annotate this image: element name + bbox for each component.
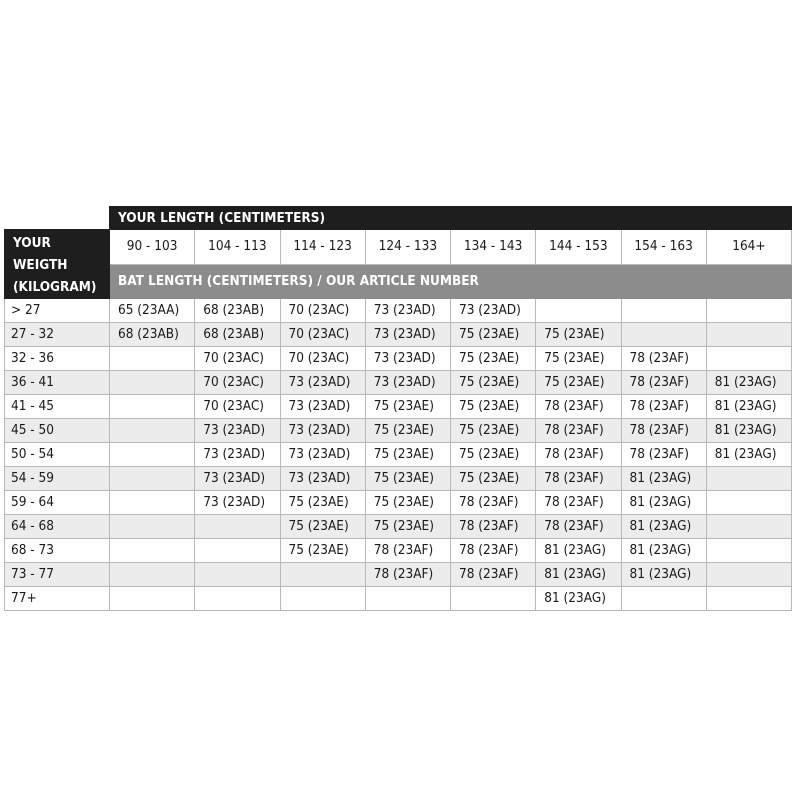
table-row [5,491,792,515]
bat-size-cell [110,371,195,395]
bat-size-cell: 75 (23AE) [536,323,621,347]
weight-cell: 27 - 32 [5,323,110,347]
bat-size-cell: 75 (23AE) [536,371,621,395]
bat-size-cell: 70 (23AC) [195,371,280,395]
bat-size-table [4,206,792,611]
bat-size-cell [706,323,791,347]
bat-size-cell [110,491,195,515]
bat-size-cell: 73 (23AD) [451,299,536,323]
table-row [5,563,792,587]
weight-cell: 50 - 54 [5,443,110,467]
weight-cell: 68 - 73 [5,539,110,563]
bat-size-cell: 75 (23AE) [365,419,450,443]
table-row [5,467,792,491]
bat-size-cell [195,563,280,587]
bat-size-cell [451,587,536,611]
weight-header [5,230,110,299]
bat-size-cell [110,443,195,467]
bat-size-cell: 73 (23AD) [280,419,365,443]
table-row [5,323,792,347]
bat-size-cell: 70 (23AC) [280,323,365,347]
bat-size-cell: 78 (23AF) [536,467,621,491]
bat-size-cell [621,299,706,323]
bat-size-cell: 68 (23AB) [195,299,280,323]
weight-cell: 77+ [5,587,110,611]
bat-size-cell: 81 (23AG) [536,587,621,611]
bat-size-cell: 81 (23AG) [621,467,706,491]
bat-size-cell [706,347,791,371]
length-column-header: 104 - 113 [195,230,280,265]
bat-size-cell: 75 (23AE) [451,443,536,467]
bat-size-cell: 73 (23AD) [280,395,365,419]
bat-size-cell: 81 (23AG) [706,419,791,443]
bat-size-cell: 75 (23AE) [280,539,365,563]
bat-size-cell: 81 (23AG) [706,443,791,467]
bat-size-cell [110,563,195,587]
weight-header-line2: (KILOGRAM) [13,279,97,295]
bat-size-cell: 75 (23AE) [365,467,450,491]
bat-size-cell: 78 (23AF) [451,491,536,515]
bat-size-cell: 81 (23AG) [706,395,791,419]
bat-size-cell [706,515,791,539]
bat-size-cell: 78 (23AF) [451,515,536,539]
bat-size-cell: 78 (23AF) [536,419,621,443]
bat-size-cell [110,539,195,563]
bat-size-cell: 73 (23AD) [195,419,280,443]
bat-size-cell: 81 (23AG) [621,491,706,515]
length-column-header: 90 - 103 [110,230,195,265]
bat-length-header: BAT LENGTH (CENTIMETERS) / OUR ARTICLE NUMBER [110,264,792,299]
weight-cell: 64 - 68 [5,515,110,539]
bat-size-cell: 78 (23AF) [451,539,536,563]
bat-size-cell: 81 (23AG) [536,563,621,587]
bat-size-cell: 75 (23AE) [280,491,365,515]
table-row [5,299,792,323]
bat-size-cell: 73 (23AD) [195,467,280,491]
bat-size-cell [280,563,365,587]
bat-size-cell [195,539,280,563]
bat-size-cell [280,587,365,611]
bat-size-cell: 73 (23AD) [195,491,280,515]
bat-size-cell: 73 (23AD) [280,371,365,395]
bat-size-cell: 81 (23AG) [621,563,706,587]
bat-size-cell: 75 (23AE) [451,347,536,371]
bat-size-cell [195,587,280,611]
bat-size-cell: 78 (23AF) [621,419,706,443]
bat-size-cell [365,587,450,611]
bat-size-cell: 78 (23AF) [621,443,706,467]
bat-size-cell [706,539,791,563]
weight-cell: 73 - 77 [5,563,110,587]
bat-size-cell [621,323,706,347]
bat-size-cell: 78 (23AF) [621,371,706,395]
bat-size-cell: 81 (23AG) [621,515,706,539]
bat-size-cell: 78 (23AF) [621,347,706,371]
bat-size-cell: 70 (23AC) [195,395,280,419]
header-corner-blank [5,207,110,230]
length-column-header: 134 - 143 [451,230,536,265]
bat-size-cell: 78 (23AF) [536,443,621,467]
length-column-header: 114 - 123 [280,230,365,265]
bat-size-cell: 78 (23AF) [365,563,450,587]
bat-size-cell: 75 (23AE) [451,395,536,419]
bat-size-cell: 75 (23AE) [365,491,450,515]
bat-size-cell: 75 (23AE) [451,323,536,347]
bat-size-cell [110,467,195,491]
bat-size-cell [706,299,791,323]
bat-size-cell: 70 (23AC) [280,347,365,371]
bat-size-cell: 68 (23AB) [195,323,280,347]
weight-cell: > 27 [5,299,110,323]
bat-size-cell: 73 (23AD) [365,299,450,323]
bat-size-cell [706,587,791,611]
weight-cell: 45 - 50 [5,419,110,443]
weight-cell: 41 - 45 [5,395,110,419]
weight-cell: 32 - 36 [5,347,110,371]
bat-size-cell: 81 (23AG) [706,371,791,395]
bat-size-cell: 78 (23AF) [621,395,706,419]
bat-size-cell [195,515,280,539]
length-column-header: 144 - 153 [536,230,621,265]
bat-size-cell [110,347,195,371]
bat-size-cell: 68 (23AB) [110,323,195,347]
table-row [5,395,792,419]
table-row [5,371,792,395]
table-body [5,299,792,611]
weight-cell: 36 - 41 [5,371,110,395]
bat-size-cell: 73 (23AD) [365,347,450,371]
bat-size-cell: 65 (23AA) [110,299,195,323]
bat-size-cell: 73 (23AD) [280,467,365,491]
bat-size-cell [706,467,791,491]
length-column-header: 164+ [706,230,791,265]
bat-size-cell: 78 (23AF) [536,491,621,515]
bat-size-cell: 75 (23AE) [451,371,536,395]
bat-size-cell: 73 (23AD) [365,371,450,395]
length-header: YOUR LENGTH (CENTIMETERS) [110,207,792,230]
table-row [5,443,792,467]
bat-size-cell: 75 (23AE) [365,443,450,467]
bat-size-cell: 70 (23AC) [195,347,280,371]
bat-size-cell: 75 (23AE) [365,515,450,539]
weight-cell: 59 - 64 [5,491,110,515]
bat-size-cell [110,395,195,419]
bat-size-cell: 78 (23AF) [536,395,621,419]
bat-size-cell: 73 (23AD) [365,323,450,347]
bat-size-cell [110,587,195,611]
length-column-header: 124 - 133 [365,230,450,265]
bat-size-cell: 75 (23AE) [365,395,450,419]
bat-size-cell: 75 (23AE) [280,515,365,539]
bat-size-cell [706,563,791,587]
bat-size-cell: 81 (23AG) [536,539,621,563]
bat-size-cell: 78 (23AF) [451,563,536,587]
bat-size-cell: 78 (23AF) [536,515,621,539]
bat-size-cell [110,515,195,539]
table-row [5,539,792,563]
bat-size-cell: 75 (23AE) [536,347,621,371]
length-column-header: 154 - 163 [621,230,706,265]
weight-header-line1: YOUR WEIGTH [13,235,68,273]
bat-size-cell [621,587,706,611]
bat-size-cell: 75 (23AE) [451,467,536,491]
bat-size-cell: 70 (23AC) [280,299,365,323]
bat-size-cell: 78 (23AF) [365,539,450,563]
bat-size-cell [536,299,621,323]
bat-size-cell: 81 (23AG) [621,539,706,563]
bat-size-cell [706,491,791,515]
bat-size-cell: 73 (23AD) [195,443,280,467]
bat-size-cell: 73 (23AD) [280,443,365,467]
weight-cell: 54 - 59 [5,467,110,491]
table-row [5,419,792,443]
table-row [5,515,792,539]
bat-size-cell: 75 (23AE) [451,419,536,443]
bat-size-cell [110,419,195,443]
table-row [5,587,792,611]
table-row [5,347,792,371]
